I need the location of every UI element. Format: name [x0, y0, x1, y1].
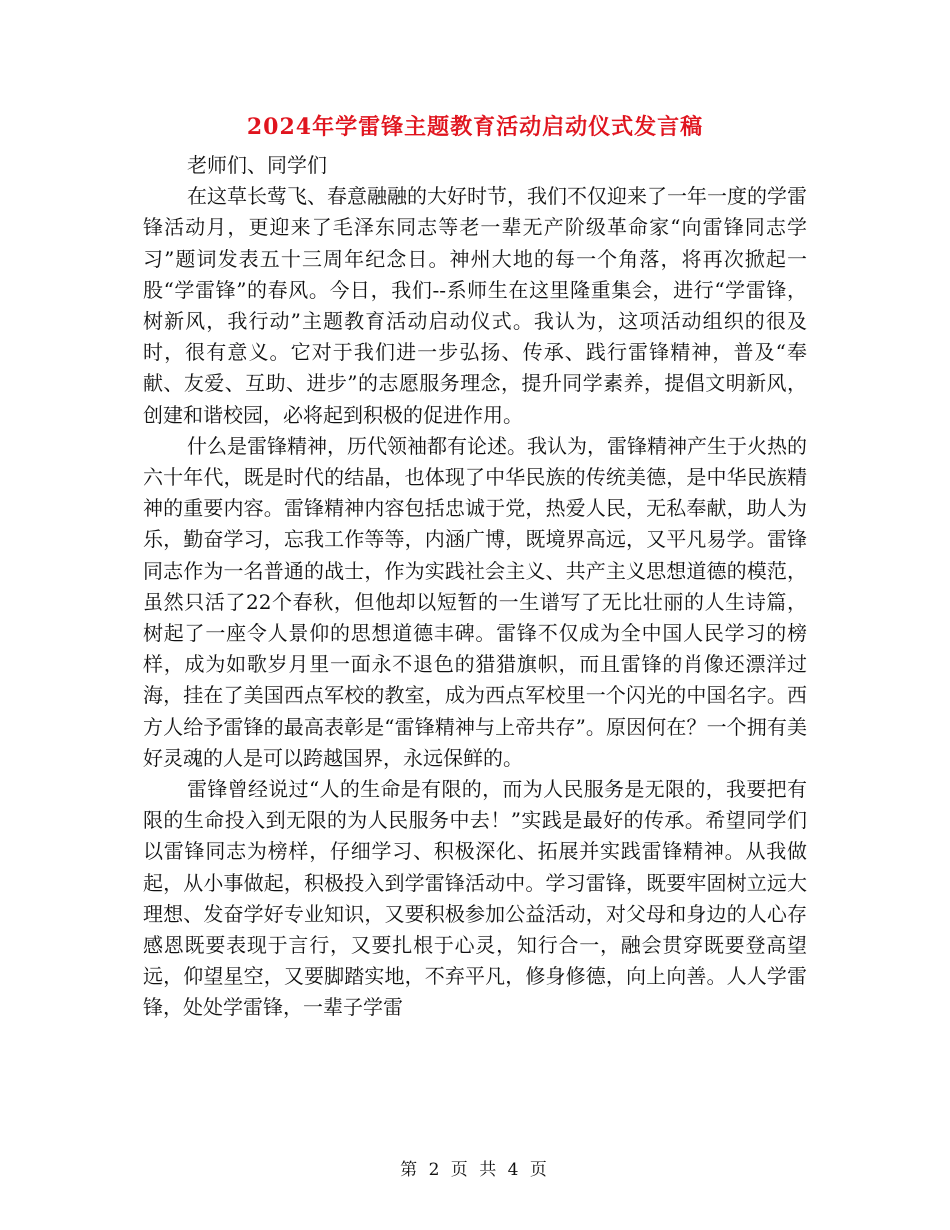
paragraph-2: 什么是雷锋精神，历代领袖都有论述。我认为，雷锋精神产生于火热的六十年代，既是时代的结晶，也体现了中华民族的传统美德，是中华民族精神的重要内容。雷锋精神内容包括忠诚于党，热爱人民，无私奉献，助人为乐，勤奋学习，忘我工作等等，内涵广博，既境界高远，又平凡易学。雷锋同志作为一名普通的战士，作为实践社会主义、共产主义思想道德的模范，虽然只活了22个春秋，但他却以短暂的一生谱写了无比壮丽的人生诗篇，树起了一座令人景仰的思想道德丰碑。雷锋不仅成为全中国人民学习的榜样，成为如歌岁月里一面永不退色的猎猎旗帜，而且雷锋的肖像还漂洋过海，挂在了美国西点军校的教室，成为西点军校里一个闪光的中国名字。西方人给予雷锋的最高表彰是“雷锋精神与上帝共存”。原因何在？一个拥有美好灵魂的人是可以跨越国界，永远保鲜的。	[143, 433, 807, 770]
paragraph-1: 在这草长莺飞、春意融融的大好时节，我们不仅迎来了一年一度的学雷锋活动月，更迎来了毛泽东同志等老一辈无产阶级革命家“向雷锋同志学习”题词发表五十三周年纪念日。神州大地的每一个角落，将再次掀起一股“学雷锋”的春风。今日，我们--系师生在这里隆重集会，进行“学雷锋，树新风，我行动”主题教育活动启动仪式。我认为，这项活动组织的很及时，很有意义。它对于我们进一步弘扬、传承、践行雷锋精神，普及“奉献、友爱、互助、进步”的志愿服务理念，提升同学素养，提倡文明新风，创建和谐校园，必将起到积极的促进作用。	[143, 184, 807, 427]
salutation: 老师们、同学们	[187, 153, 327, 177]
page-footer: 第 2 页 共 4 页	[400, 1160, 550, 1180]
document-title: 2024年学雷锋主题教育活动启动仪式发言稿	[246, 114, 704, 140]
paragraph-3: 雷锋曾经说过“人的生命是有限的，而为人民服务是无限的，我要把有限的生命投入到无限的为人民服务中去！”实践是最好的传承。希望同学们以雷锋同志为榜样，仔细学习、积极深化、拓展并实践雷锋精神。从我做起，从小事做起，积极投入到学雷锋活动中。学习雷锋，既要牢固树立远大理想、发奋学好专业知识，又要积极参加公益活动，对父母和身边的人心存感恩既要表现于言行，又要扎根于心灵，知行合一，融会贯穿既要登高望远，仰望星空，又要脚踏实地，不弃平凡，修身修德，向上向善。人人学雷锋，处处学雷锋，一辈子学雷	[143, 777, 807, 1020]
document-body	[143, 150, 807, 1024]
